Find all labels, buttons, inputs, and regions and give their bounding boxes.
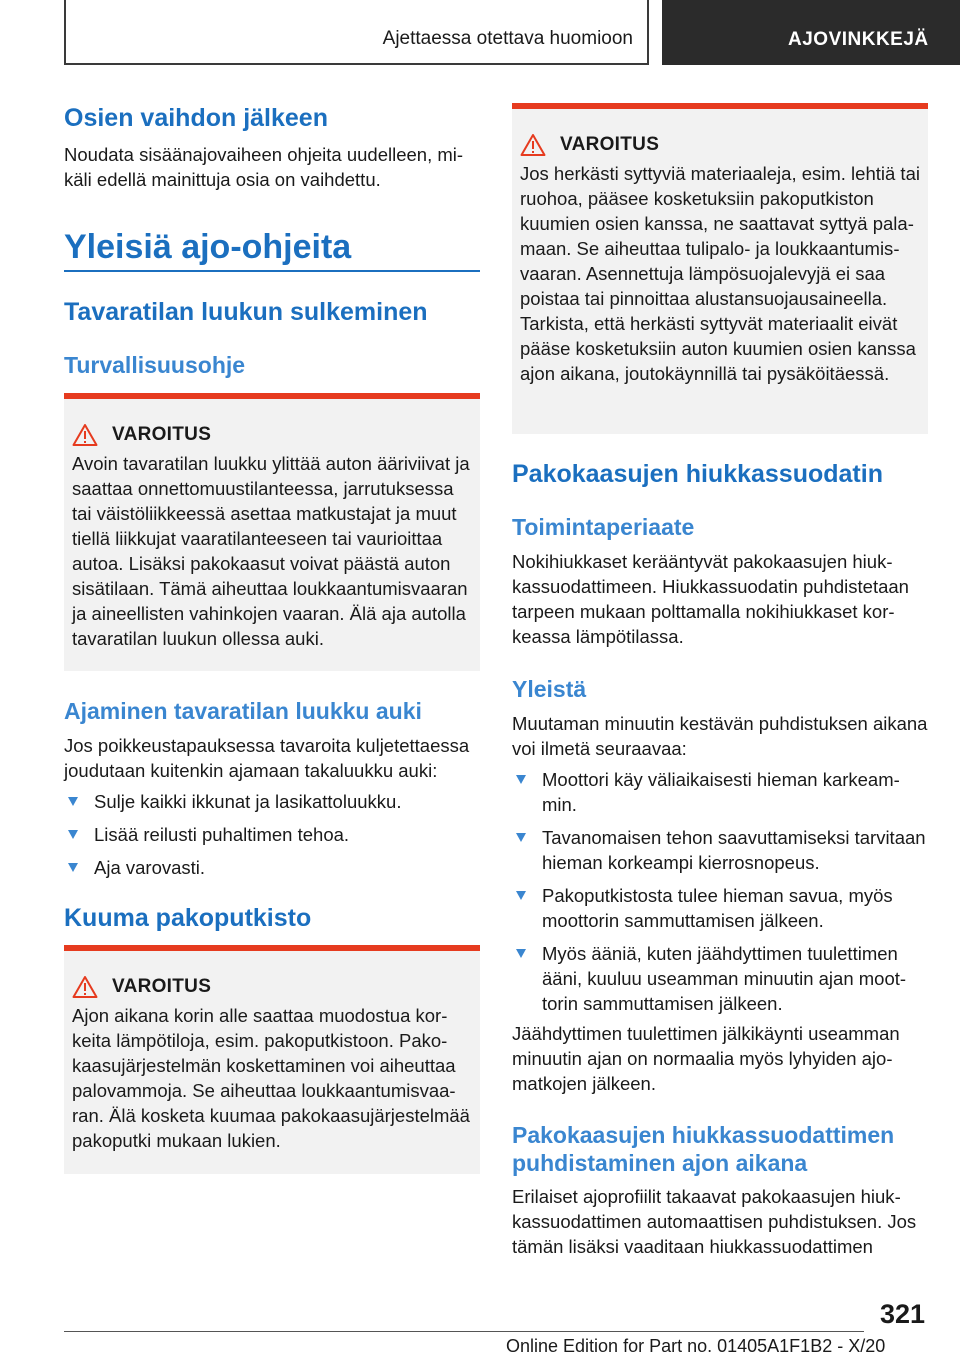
- bullet-triangle-icon: [68, 797, 78, 806]
- para-replacement: Noudata sisäänajovaiheen ohjeita uudelleen, mikäli edellä mainittuja osia on vaihdettu.: [64, 144, 464, 190]
- para-driving-open: Jos poikkeustapauksessa tavaroita kuljetettaessa joudutaan kuitenkin ajamaan takaluukku auki:: [64, 735, 470, 781]
- list-cleaning-effects: [512, 767, 928, 1024]
- page-number: 321: [880, 1299, 926, 1329]
- heading-general-rule: [64, 270, 480, 272]
- list-item: Pakoputkistosta tulee hieman savua, myös moottorin sammuttamisen jälkeen.: [512, 883, 928, 933]
- list-item: Moottori käy väliaikaisesti hieman karkeammin.: [512, 767, 928, 817]
- bullet-triangle-icon: [516, 891, 526, 900]
- warning-box-flammable: [512, 103, 928, 434]
- heading-driving-open: Ajaminen tavaratilan luukku auki: [64, 698, 422, 724]
- list-item: Lisää reilusti puhaltimen tehoa.: [64, 822, 480, 847]
- heading-safety: Turvallisuusohje: [64, 352, 246, 378]
- heading-general: Yleisiä ajo-ohjeita: [64, 228, 352, 266]
- para-fan: Jäähdyttimen tuulettimen jälkikäynti useamman minuutin ajan on normaalia myös lyhyiden ajomatkojen jälkeen.: [512, 1023, 900, 1094]
- heading-tailgate: Tavaratilan luukun sulkeminen: [64, 298, 428, 326]
- heading-general-info: Yleistä: [512, 676, 587, 702]
- list-item: Sulje kaikki ikkunat ja lasikattoluukku.: [64, 789, 480, 814]
- footer-edition: Online Edition for Part no. 01405A1F1B2 - X/20: [506, 1336, 886, 1356]
- heading-hot-exhaust: Kuuma pakoputkisto: [64, 904, 312, 932]
- list-item: Myös ääniä, kuten jäähdyttimen tuulettimen ääni, kuuluu useamman minuutin ajan moottorin sammuttamisen jälkeen.: [512, 941, 928, 1016]
- warning-title: VAROITUS: [112, 976, 212, 997]
- warning-triangle-icon: [72, 423, 98, 447]
- list-driving-open: [64, 789, 480, 888]
- heading-replacement: Osien vaihdon jälkeen: [64, 104, 328, 132]
- heading-particle-filter: Pakokaasujen hiukkassuodatin: [512, 460, 883, 488]
- header-section-frame: [64, 0, 649, 65]
- warning-title: VAROITUS: [560, 134, 660, 155]
- warning-header: [520, 133, 659, 157]
- heading-principle: Toimintaperiaate: [512, 514, 695, 540]
- para-principle: Nokihiukkaset kerääntyvät pakokaasujen hiukkassuodattimeen. Hiukkassuodatin puhdistetaan tarpeen mukaan polttamalla nokihiukkaset korkeassa lämpötilassa.: [512, 551, 909, 647]
- list-item: Tavanomaisen tehon saavuttamiseksi tarvitaan hieman korkeampi kierrosnopeus.: [512, 825, 928, 875]
- warning-box-hot-exhaust: [64, 945, 480, 1174]
- warning-text: Ajon aikana korin alle saattaa muodostua korkeita lämpötiloja, esim. pakoputkistoon. Pakokaasujärjestelmän koskettaminen voi aiheuttaa palovammoja. Se aiheuttaa loukkaantumisvaaran. Älä kosketa kuumaa pakokaasujärjestelmää pakoputki mukaan lukien.: [72, 1005, 470, 1151]
- bullet-triangle-icon: [68, 863, 78, 872]
- heading-cleaning-drive: Pakokaasujen hiukkassuodattimen puhdistaminen ajon aikana: [512, 1122, 895, 1176]
- header-chapter-tab[interactable]: [662, 0, 960, 65]
- footer-rule: [64, 1331, 864, 1332]
- warning-header: [72, 423, 211, 447]
- bullet-triangle-icon: [516, 833, 526, 842]
- warning-title: VAROITUS: [112, 424, 212, 445]
- warning-text: Avoin tavaratilan luukku ylittää auton ääriviivat ja saattaa onnettomuustilanteessa, jarrutuksessa tai väistöliikkeessä asettaa matkustajat ja muut tiellä liikkujat vaaratilanteeseen tai vaurioittaa autoa. Lisäksi pakokaasut voivat päästä auton sisätilaan. Tämä aiheuttaa loukkaantumisvaaran ja aineellisten vahinkojen vaaran. Älä aja autolla tavaratilan luukun ollessa auki.: [72, 453, 470, 649]
- warning-triangle-icon: [520, 133, 546, 157]
- warning-box-tailgate: [64, 393, 480, 671]
- bullet-triangle-icon: [516, 775, 526, 784]
- warning-header: [72, 975, 211, 999]
- list-item: Aja varovasti.: [64, 855, 480, 880]
- para-cleaning-drive: Erilaiset ajoprofiilit takaavat pakokaasujen hiukkassuodattimen automaattisen puhdistuksen. Jos tämän lisäksi vaaditaan hiukkassuodattimen: [512, 1186, 917, 1257]
- warning-triangle-icon: [72, 975, 98, 999]
- header-section-title: Ajettaessa otettava huomioon: [382, 28, 633, 49]
- header-chapter-title: AJOVINKKEJÄ: [788, 29, 929, 50]
- bullet-triangle-icon: [68, 830, 78, 839]
- bullet-triangle-icon: [516, 949, 526, 958]
- para-general-info: Muutaman minuutin kestävän puhdistuksen aikana voi ilmetä seuraavaa:: [512, 713, 928, 759]
- warning-text: Jos herkästi syttyviä materiaaleja, esim. lehtiä tai ruohoa, pääsee kosketuksiin pakoputkiston kuumien osien kanssa, ne saattavat syttyä palamaan. Se aiheuttaa tulipalo- ja loukkaantumisvaaran. Asennettuja lämpösuojalevyjä ei saa poistaa tai pinnoittaa alustansuojausaineella. Tarkista, että herkästi syttyvät materiaalit eivät pääse kosketuksiin auton kuumien osien kanssa ajon aikana, joutokäynnillä tai pysäköitäessä.: [520, 163, 920, 384]
